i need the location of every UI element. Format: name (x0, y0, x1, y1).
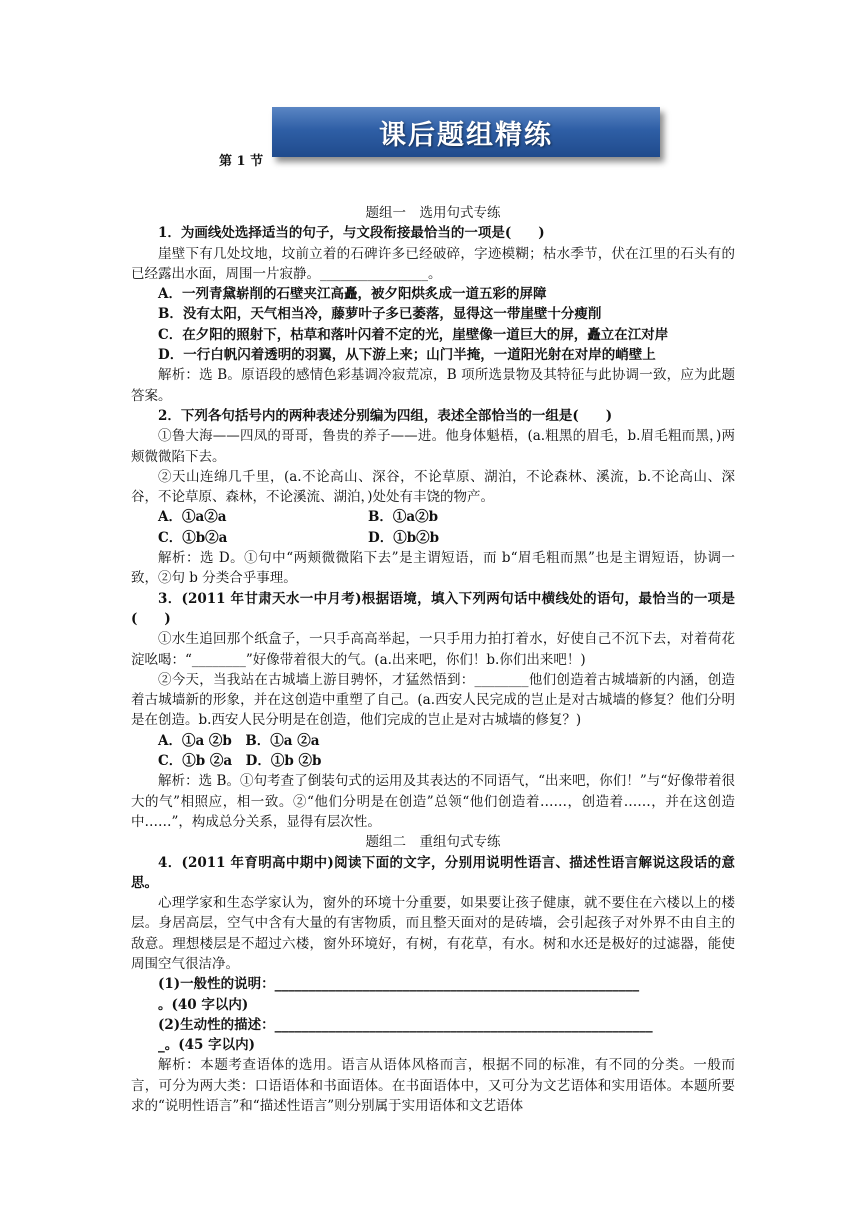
q1-option-a: A．一列青黛崭削的石壁夹江高矗，被夕阳烘炙成一道五彩的屏障 (158, 286, 547, 303)
q4-passage: 心理学家和生态学家认为，窗外的环境十分重要，如果要让孩子健康，就不要住在六楼以上的楼层。身居高层，空气中含有大量的有害物质，而且整天面对的是砖墙，会引起孩子对外界不由自主的敌意。理想楼层是不超过六楼，窗外环境好，有树，有花草，有水。树和水还是极好的过滤器，能使周围空气很洁净。 (131, 895, 735, 972)
q2-option-d: D．①b②b (368, 529, 440, 546)
q3-stem: 3．(2011 年甘肃天水一中月考)根据语境，填入下列两句话中横线处的语句，最恰当的一项是( ) (131, 590, 735, 627)
q1-option-d: D．一行白帆闪着透明的羽翼，从下游上来；山门半掩，一道阳光射在对岸的峭壁上 (158, 347, 656, 364)
q2-option-c: C．①b②a (158, 529, 228, 546)
q2-option-a: A．①a②a (158, 509, 227, 526)
document-body (131, 203, 735, 1116)
q2-stem: 2．下列各句括号内的两种表述分别编为四组，表述全部恰当的一组是( ) (158, 407, 613, 424)
q3-options-cd: C．①b ②a D．①b ②b (158, 753, 322, 770)
q2-sentence-1: ①鲁大海——四凤的哥哥，鲁贵的养子——进。他身体魁梧，(a.粗黑的眉毛，b.眉毛粗而黑，)两颊微微陷下去。 (131, 428, 735, 465)
q2-options-row-1 (131, 507, 735, 527)
q3-analysis: 解析：选 B。①句考查了倒装句式的运用及其表达的不同语气，“出来吧，你们！”与“好像带着很大的气”相照应，相一致。②“他们分明是在创造”总领“他们创造着……，创造着……，并在这创造中……”，构成总分关系，显得有层次性。 (131, 773, 735, 830)
q3-sentence-1: ①水生追回那个纸盒子，一只手高高举起，一只手用力拍打着水，好使自己不沉下去，对着荷花淀吆喝：“________”好像带着很大的气。(a.出来吧，你们！b.你们出来吧！) (131, 631, 735, 668)
q4-analysis: 解析：本题考查语体的选用。语言从语体风格而言，根据不同的标准，有不同的分类。一般而言，可分为两大类：口语语体和书面语体。在书面语体中，又可分为文艺语体和实用语体。本题所要求的“说明性语言”和“描述性语言”则分别属于实用语体和文艺语体 (131, 1057, 735, 1115)
q1-stem: 1．为画线处选择适当的句子，与文段衔接最恰当的一项是( ) (158, 225, 545, 242)
q1-option-c: C．在夕阳的照射下，枯草和落叶闪着不定的光，崖壁像一道巨大的屏，矗立在江对岸 (158, 326, 669, 343)
banner-title: 课后题组精练 (379, 119, 553, 151)
q2-options-row-2 (131, 528, 735, 548)
q2-option-b: B．①a②b (368, 509, 439, 526)
title-banner (272, 107, 660, 157)
q3-options-ab: A．①a ②b B．①a ②a (158, 732, 320, 749)
q1-option-b: B．没有太阳，天气相当冷，藤萝叶子多已萎落，显得这一带崖壁十分瘦削 (158, 306, 602, 323)
q1-passage: 崖壁下有几处坟地，坟前立着的石碑许多已经破碎，字迹模糊；枯水季节，伏在江里的石头有的已经露出水面，周围一片寂静。________________。 (131, 245, 735, 282)
q4-part-2: (2)生动性的描述：________________________________________________________ (158, 1016, 653, 1033)
q4-part-1-limit: 。(40 字以内) (158, 996, 249, 1013)
q2-analysis: 解析：选 D。①句中“两颊微微陷下去”是主谓短语，而 b“眉毛粗而黑”也是主谓短语，协调一致，②句 b 分类合乎事理。 (131, 550, 735, 587)
q4-stem: 4．(2011 年育明高中期中)阅读下面的文字，分别用说明性语言、描述性语言解说这段话的意思。 (131, 854, 735, 891)
q2-sentence-2: ②天山连绵几千里，(a.不论高山、深谷，不论草原、湖泊，不论森林、溪流，b.不论高山、深谷，不论草原、森林，不论溪流、湖泊，)处处有丰饶的物产。 (131, 468, 735, 506)
q3-sentence-2: ②今天，当我站在古城墙上游目骋怀，才猛然悟到：________他们创造着古城墙新的内涵，创造着古城墙新的形象，并在这创造中重塑了自己。(a.西安人民完成的岂止是对古城墙的修复？他们分明是在创造。b.西安人民分明是在创造，他们完成的岂止是对古城墙的修复？) (131, 671, 735, 729)
group2-title: 题组二 重组句式专练 (365, 834, 501, 851)
q1-analysis: 解析：选 B。原语段的感情色彩基调冷寂荒凉，B 项所选景物及其特征与此协调一致，应为此题答案。 (131, 367, 735, 404)
section-label: 第 1 节 (219, 154, 264, 169)
q4-part-2-limit: _。(45 字以内) (158, 1037, 256, 1054)
group1-title: 题组一 选用句式专练 (365, 205, 501, 221)
q4-part-1: (1)一般性的说明：______________________________________________________ (158, 976, 640, 993)
